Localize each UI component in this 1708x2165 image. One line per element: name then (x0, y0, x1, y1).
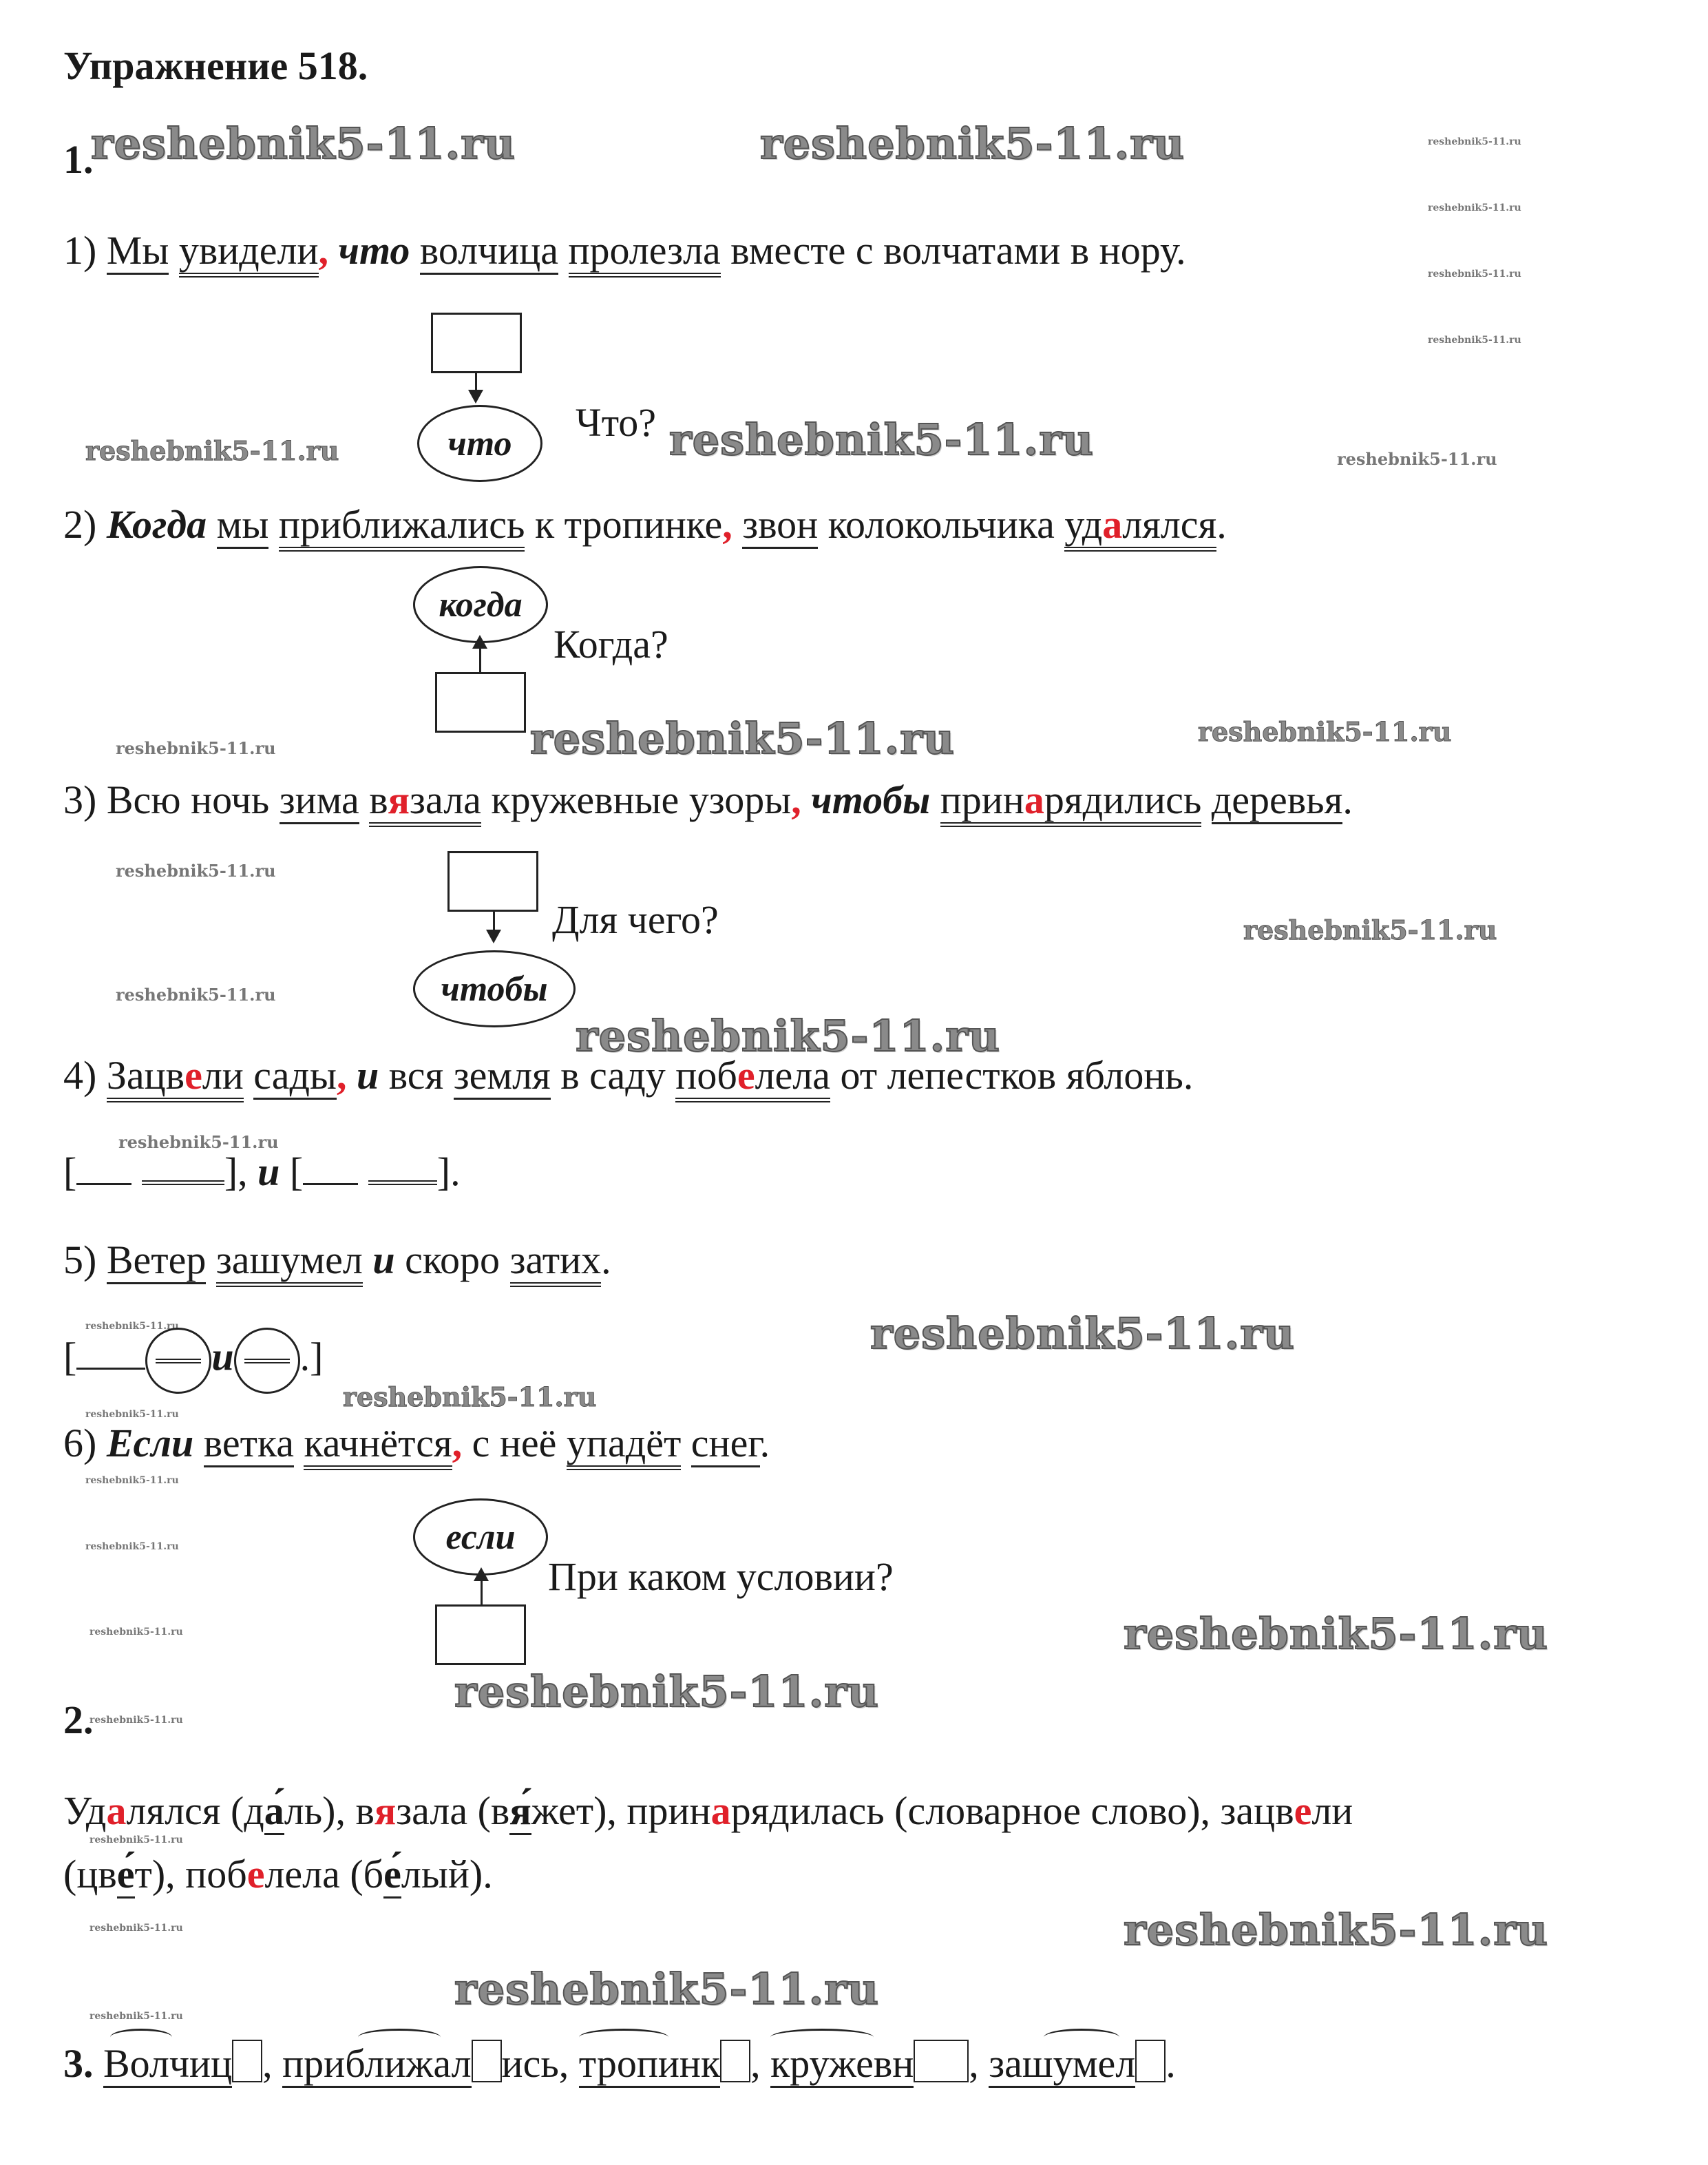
word-part: прин (940, 777, 1024, 822)
predicate: упадёт (567, 1421, 681, 1470)
text: рядилась (словарное слово), зацв (730, 1788, 1294, 1833)
orthogram-letter: я (388, 777, 410, 822)
bracket: ]. (436, 1149, 461, 1194)
conjunction: Когда (106, 502, 207, 547)
subject: зима (280, 777, 359, 824)
sentence-part: скоро (394, 1237, 510, 1282)
subject: земля (454, 1053, 551, 1100)
arrow-down-icon (468, 390, 483, 404)
subject: сады (253, 1053, 337, 1100)
subject: звон (742, 502, 818, 549)
space (244, 1053, 254, 1098)
sentence-4 (63, 1052, 1193, 1098)
sentence-number: 2) (63, 502, 107, 547)
morpheme-word (103, 2041, 262, 2086)
space (1201, 777, 1212, 822)
space (801, 777, 812, 822)
sentence-number: 3) (63, 777, 107, 822)
arrow-down-icon (486, 930, 501, 943)
predicate: затих (510, 1237, 602, 1287)
conjunction-oval: если (413, 1498, 548, 1576)
morpheme-word (770, 2041, 969, 2086)
watermark: reshebnik5-11.ru (89, 2011, 183, 2022)
conjunction: Если (106, 1421, 194, 1465)
text: т), поб (134, 1852, 247, 1896)
watermark: reshebnik5-11.ru (89, 1834, 183, 1845)
text: ли (1311, 1788, 1353, 1833)
exercise-title: Упражнение 518. (63, 43, 368, 88)
root-arc (110, 2029, 172, 2046)
subject: деревья (1212, 777, 1343, 824)
word-part: рядились (1044, 777, 1202, 822)
scheme-question: При каком условии? (548, 1554, 894, 1599)
stressed-letter: е́ (117, 1852, 135, 1899)
space (363, 1237, 373, 1282)
orthogram-letter: е (737, 1053, 755, 1098)
bracket: [ (280, 1149, 304, 1194)
watermark: reshebnik5-11.ru (1428, 202, 1521, 213)
bracket: [ (63, 1334, 77, 1379)
watermark: reshebnik5-11.ru (89, 1627, 183, 1638)
conjunction: и (257, 1149, 280, 1194)
morpheme-word (579, 2041, 750, 2086)
orthogram-letter: е (246, 1852, 265, 1896)
word-part: Зацв (106, 1053, 185, 1098)
main-clause-box (447, 851, 538, 912)
watermark: reshebnik5-11.ru (116, 738, 276, 758)
space (681, 1421, 691, 1465)
ending-box (720, 2040, 750, 2082)
watermark: reshebnik5-11.ru (760, 118, 1185, 169)
watermark: reshebnik5-11.ru (669, 415, 1094, 465)
watermark: reshebnik5-11.ru (870, 1308, 1295, 1359)
space (558, 228, 569, 273)
stressed-letter: а́ (264, 1788, 284, 1835)
watermark: reshebnik5-11.ru (576, 1011, 1000, 1061)
arrow-up-icon (474, 1567, 489, 1581)
period: . (1166, 2041, 1176, 2086)
conjunction: и (372, 1237, 395, 1282)
sentence-3 (63, 777, 1353, 823)
part-2-line-2 (63, 1851, 493, 1897)
orthogram-letter: я (374, 1788, 397, 1833)
word-stem: зашумел (989, 2041, 1135, 2088)
period: . (1216, 502, 1227, 547)
space (930, 777, 940, 822)
predicate (369, 777, 481, 827)
text: зала (в (396, 1788, 510, 1833)
predicate: приближались (279, 502, 525, 552)
orthogram-letter: а (710, 1788, 731, 1833)
sentence-5 (63, 1237, 611, 1283)
comma: , (318, 228, 329, 273)
ending-box (1135, 2040, 1166, 2082)
text: лела (б (264, 1852, 384, 1896)
text: Уд (63, 1788, 107, 1833)
sentence-1 (63, 227, 1186, 273)
sentence-rest: вместе с волчатами в нору. (720, 228, 1186, 273)
orthogram-letter: е (1294, 1788, 1312, 1833)
word-stem: приближал (282, 2041, 471, 2088)
predicate: увидели (179, 228, 319, 278)
watermark: reshebnik5-11.ru (1124, 1905, 1548, 1955)
subject: Ветер (107, 1237, 207, 1284)
stressed-letter: е́ (383, 1852, 401, 1899)
part-3-label: 3. (63, 2041, 94, 2086)
sentence-6 (63, 1420, 770, 1466)
conjunction-oval: что (417, 405, 542, 482)
watermark: reshebnik5-11.ru (454, 1964, 879, 2014)
ending-box (914, 2040, 969, 2082)
orthogram-letter: а (106, 1788, 127, 1833)
scheme-question: Когда? (553, 622, 668, 667)
comma: , (722, 502, 732, 547)
ending-box (232, 2040, 262, 2082)
main-clause-box (435, 1604, 526, 1665)
word-stem: Волчиц (103, 2041, 232, 2088)
watermark: reshebnik5-11.ru (85, 1321, 179, 1332)
separator: , (969, 2041, 989, 2086)
comma: , (336, 1053, 347, 1098)
conjunction-oval: чтобы (413, 950, 576, 1027)
watermark: reshebnik5-11.ru (1124, 1609, 1548, 1659)
space (410, 228, 420, 273)
subject: волчица (420, 228, 558, 275)
watermark: reshebnik5-11.ru (454, 1666, 879, 1717)
sentence-part: Всю ночь (106, 777, 280, 822)
subject: ветка (204, 1421, 294, 1467)
word-part: лела (755, 1053, 830, 1098)
ending-box (472, 2040, 502, 2082)
watermark: reshebnik5-11.ru (1428, 269, 1521, 280)
sentence-5-scheme (63, 1328, 323, 1394)
subject-line (303, 1155, 358, 1185)
root-arc (579, 2029, 668, 2046)
conjunction: чтобы (811, 777, 931, 822)
sentence-part: колокольчика (818, 502, 1065, 547)
predicate-line (142, 1153, 224, 1185)
space (268, 502, 279, 547)
space (206, 1237, 216, 1282)
word-part: зала (410, 777, 481, 822)
predicate (107, 1053, 244, 1102)
main-clause-box (435, 672, 526, 733)
separator: , (558, 2041, 579, 2086)
scheme-question: Что? (576, 400, 657, 445)
watermark: reshebnik5-11.ru (85, 1475, 179, 1486)
word-stem: кружевн (770, 2041, 914, 2088)
comma: , (452, 1421, 463, 1465)
root-arc (1044, 2029, 1119, 2046)
period: . (601, 1237, 611, 1282)
watermark: reshebnik5-11.ru (530, 713, 955, 764)
text: (цв (63, 1852, 117, 1896)
word-part: в (369, 777, 388, 822)
watermark: reshebnik5-11.ru (89, 1923, 183, 1934)
separator: , (750, 2041, 771, 2086)
root-arc (770, 2029, 874, 2046)
watermark: reshebnik5-11.ru (85, 1541, 179, 1552)
watermark: reshebnik5-11.ru (343, 1381, 597, 1412)
conjunction: и (211, 1334, 234, 1379)
conjunction: что (338, 228, 410, 273)
watermark: reshebnik5-11.ru (118, 1132, 279, 1152)
bracket: ], (224, 1149, 258, 1194)
predicate: пролезла (569, 228, 721, 278)
predicate: качнётся (304, 1421, 452, 1470)
space (294, 1421, 304, 1465)
postfix: ись (501, 2041, 559, 2086)
watermark: reshebnik5-11.ru (1337, 449, 1497, 469)
scheme-question: Для чего? (552, 897, 719, 942)
scheme-line (481, 1580, 483, 1604)
sentence-part: в саду (550, 1053, 676, 1098)
bracket: .] (299, 1334, 324, 1379)
watermark: reshebnik5-11.ru (85, 435, 339, 466)
predicate: зашумел (216, 1237, 363, 1287)
watermark: reshebnik5-11.ru (1243, 914, 1497, 945)
text: ль), в (284, 1788, 375, 1833)
text: жет), прин (531, 1788, 711, 1833)
morpheme-word (989, 2041, 1166, 2086)
sentence-number: 1) (63, 228, 107, 273)
part-3-line (63, 2040, 1176, 2086)
comma: , (791, 777, 801, 822)
sentence-number: 6) (63, 1421, 107, 1465)
orthogram-letter: а (1102, 502, 1123, 547)
watermark: reshebnik5-11.ru (89, 1715, 183, 1726)
space (359, 777, 370, 822)
subject: мы (217, 502, 269, 549)
sentence-part: с неё (462, 1421, 567, 1465)
sentence-part: кружевные узоры (481, 777, 792, 822)
word-part: лялся (1122, 502, 1217, 547)
subject: снег (691, 1421, 760, 1467)
homogeneous-predicate-circle (234, 1328, 300, 1394)
word-stem: тропинк (579, 2041, 720, 2088)
conjunction: и (356, 1053, 379, 1098)
text: лый). (401, 1852, 493, 1896)
predicate (940, 777, 1202, 827)
conjunction-oval: когда (413, 566, 548, 643)
space (346, 1053, 357, 1098)
bracket: [ (63, 1149, 77, 1194)
predicate (1064, 502, 1216, 552)
sentence-2 (63, 501, 1227, 547)
sentence-part: к тропинке (525, 502, 723, 547)
text: лялся (д (126, 1788, 264, 1833)
orthogram-letter: а (1024, 777, 1044, 822)
watermark: reshebnik5-11.ru (1198, 716, 1452, 747)
watermark: reshebnik5-11.ru (1428, 136, 1521, 147)
subject-line (76, 1340, 145, 1370)
period: . (759, 1421, 770, 1465)
homogeneous-predicate-circle (145, 1328, 211, 1394)
part-2-line-1 (63, 1788, 1353, 1834)
word-part: поб (675, 1053, 737, 1098)
main-clause-box (431, 313, 522, 373)
space (169, 228, 179, 273)
morpheme-word (282, 2041, 559, 2086)
word-part: ли (202, 1053, 244, 1098)
arrow-up-icon (472, 635, 487, 649)
stressed-letter: я́ (509, 1788, 531, 1835)
orthogram-letter: е (184, 1053, 202, 1098)
predicate (675, 1053, 830, 1102)
sentence-number: 5) (63, 1237, 107, 1282)
predicate-line (368, 1153, 437, 1185)
part-2-label: 2. (63, 1697, 94, 1742)
separator: , (262, 2041, 283, 2086)
subject-line (76, 1155, 131, 1185)
space (207, 502, 217, 547)
root-arc (358, 2029, 441, 2046)
sentence-part: от лепестков яблонь. (830, 1053, 1194, 1098)
part-1-label: 1. (63, 137, 94, 182)
watermark: reshebnik5-11.ru (116, 861, 276, 881)
space (732, 502, 743, 547)
subject: Мы (107, 228, 169, 275)
space (328, 228, 339, 273)
word-part: уд (1064, 502, 1103, 547)
space (193, 1421, 204, 1465)
sentence-4-scheme (63, 1149, 461, 1195)
watermark: reshebnik5-11.ru (91, 118, 516, 169)
watermark: reshebnik5-11.ru (85, 1409, 179, 1420)
sentence-number: 4) (63, 1053, 107, 1098)
sentence-part: вся (379, 1053, 454, 1098)
period: . (1342, 777, 1353, 822)
watermark: reshebnik5-11.ru (1428, 335, 1521, 346)
scheme-line (479, 647, 481, 672)
watermark: reshebnik5-11.ru (116, 985, 276, 1005)
